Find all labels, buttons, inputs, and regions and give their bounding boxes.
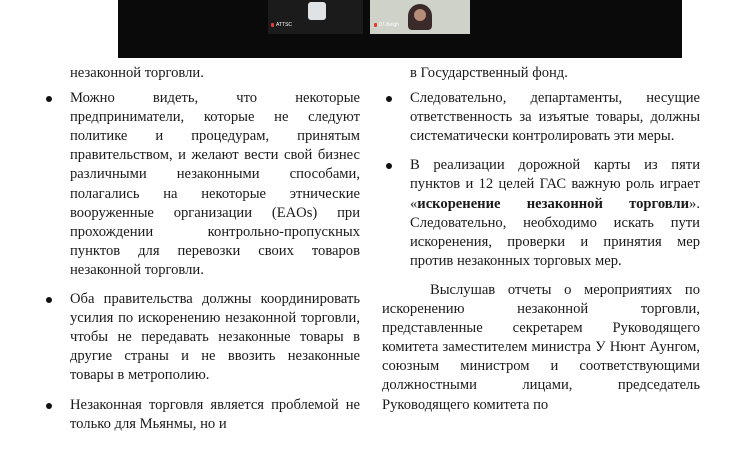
participant-tile bbox=[268, 0, 363, 34]
bullet-item bbox=[382, 156, 700, 271]
participant-caption bbox=[374, 22, 399, 28]
bullet-text-part: В реализации дорожной карты из пяти пунктов и 12 целей ГАС важную роль играет « bbox=[410, 157, 700, 212]
bullet-icon bbox=[386, 96, 392, 102]
participant-video bbox=[308, 2, 326, 20]
bullet-text-part: ». Следовательно, необходимо искать пути искоренения, проверки и принятия мер против незаконных торговых мер. bbox=[410, 195, 700, 269]
bullet-icon bbox=[386, 163, 392, 169]
body-paragraph: Выслушав отчеты о мероприятиях по искоренению незаконной торговли, представленные секретарем Руководящего комитета заместителем министра У Нюнт Аунгом, союзным министром и соответствующими должностными лицами, председатель Руководящего комитета по bbox=[382, 281, 700, 413]
participant-face bbox=[414, 9, 426, 21]
mic-icon bbox=[271, 23, 274, 27]
bullet-item bbox=[42, 89, 360, 280]
continued-text: в Государственный фонд. bbox=[410, 65, 568, 81]
bold-phrase: искоренение незаконной торговли bbox=[417, 195, 690, 212]
right-column bbox=[382, 64, 700, 415]
bullet-text bbox=[410, 157, 700, 268]
mic-icon bbox=[374, 23, 377, 27]
left-column bbox=[42, 64, 360, 444]
bullet-item bbox=[42, 396, 360, 434]
participant-name: ATTSC bbox=[276, 22, 293, 28]
video-call-screenshot bbox=[118, 0, 682, 58]
bullet-icon bbox=[46, 403, 52, 409]
bullet-item bbox=[42, 290, 360, 385]
bullet-icon bbox=[46, 297, 52, 303]
bullet-text: Следовательно, департаменты, несущие ответственность за изъятые товары, должны систематически контролировать эти меры. bbox=[410, 90, 700, 145]
continued-text: незаконной торговли. bbox=[70, 65, 204, 81]
bullet-item bbox=[382, 89, 700, 146]
participant-name: 07-Beigh bbox=[379, 22, 400, 28]
participant-tile bbox=[370, 0, 470, 34]
bullet-text: Оба правительства должны координировать усилия по искоренению незаконной торговли, чтобы не передавать незаконные товары в другие страны и не ввозить незаконные товары в метрополию. bbox=[70, 291, 360, 384]
bullet-icon bbox=[46, 96, 52, 102]
bullet-text: Можно видеть, что некоторые предприниматели, которые не следуют политике и процедурам, принятым правительством, и желают вести свой бизнес различными незаконными способами, полагались на некоторые этнические вооруженные организации (EAOs) при прохождении контрольно-пропускных пунктов для перевозки своих товаров незаконной торговли. bbox=[70, 90, 360, 278]
participant-caption bbox=[271, 22, 292, 28]
bullet-text: Незаконная торговля является проблемой не только для Мьянмы, но и bbox=[70, 396, 360, 432]
